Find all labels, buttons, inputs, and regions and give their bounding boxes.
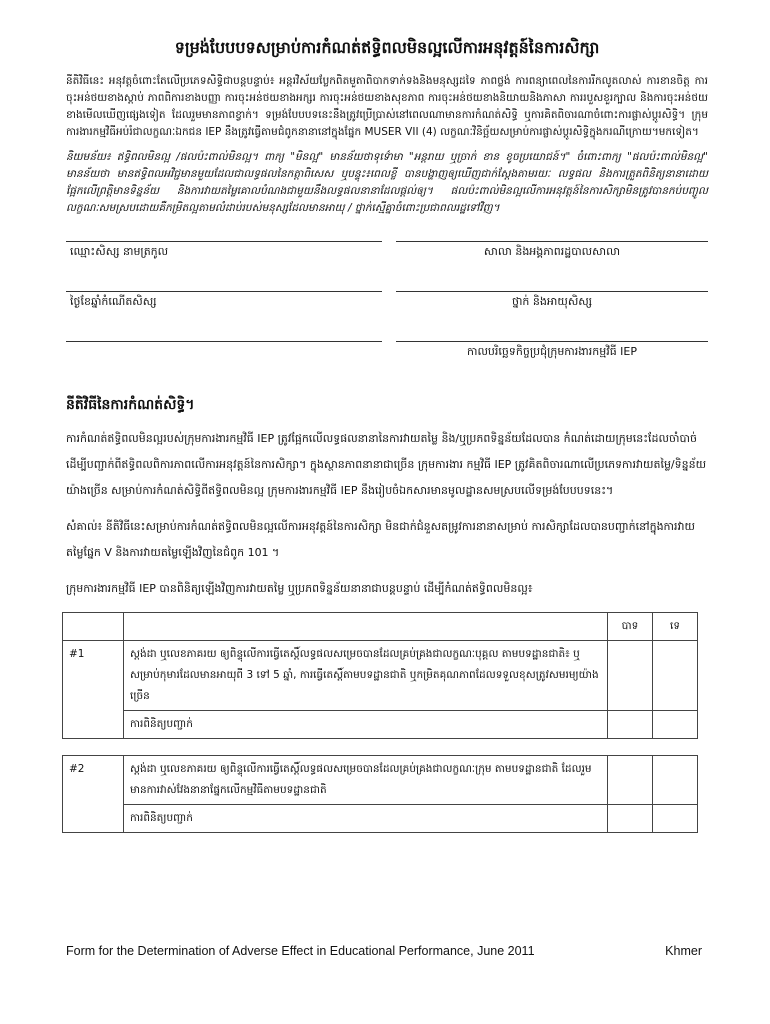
intro-paragraph: នីតិវិធីនេះ អនុវត្តចំពោះតែលើប្រភេទសិទ្ធិជាបន្តបន្ទាប់៖ អន្តរវិស័យប្លែកពិតមួតាពិបាកទាក់ទងនិងមនុស្សដទៃ ភាពថ្លង់ ការពន្យាពេលនៃការរីកលូតលាស់ ការខានចិត្ត ការចុះអន់ថយខាងស្តាប់ ភាពពិការខាងបញ្ញា ការចុះអន់ថយខាងអក្សរ ការចុះអន់ថយខាងសុខភាព ការចុះអន់ថយខាងនិយាយនិងភាសា ការរបួសខួរក្បាល និងការចុះអន់ថយខាងមើលឃើញផ្សេងទៀត ដែលរួមមានភាពខ្វាក់។ ទម្រង់បែបបទនេះនឹងត្រូវប្រើប្រាស់នៅពេលណាមានការកំណត់សិទ្ធិ ឬការគិតពិចារណាចំពោះការផ្លាស់ប្តូរសិទ្ធិ។ ក្រុមការងារកម្មវិធីអប់រំជាលក្ខណៈឯកជន IEP នឹងត្រូវធ្វើតាមជំពូកនានានៅក្នុងផ្នែក MUSER VII (4) លក្ខណៈវិនិច្ឆ័យសម្រាប់ការផ្លាស់ប្តូរសិទ្ធិក្នុងករណីក្រោយ។មកទៀត។ [66, 74, 708, 138]
section-title: នីតិវិធីនៃការកំណត់សិទ្ធិ។ [66, 396, 195, 413]
evaluation-table [62, 612, 698, 833]
school-district-field[interactable]: សាលា និងអង្គភាពរដ្ឋបាលសាលា [396, 241, 708, 261]
grade-age-field[interactable]: ថ្នាក់ និងអាយុសិស្ស [396, 291, 708, 311]
body-paragraph-1: ការកំណត់ឥទ្ធិពលមិនល្អរបស់ក្រុមការងារកម្មវិធី IEP ត្រូវផ្អែកលើលទ្ធផលនានានៃការវាយតម្លៃ និង/ឬប្រភពទិន្នន័យដែលបាន កំណត់ដោយក្រុមនេះដែលចាំបាច់ដើម្បីបញ្ជាក់ពីឥទ្ធិពលពិការភាពលើការអនុវត្តន៍នៃការសិក្សា។ ក្នុងស្ថានភាពនានាជាច្រើន ក្រុមការងារ កម្មវិធី IEP ត្រូវគិតពិចារណាលើប្រភេទការវាយតម្លៃ/ទិន្នន័យយ៉ាងច្រើន សម្រាប់ការកំណត់សិទ្ធិពីឥទ្ធិពលមិនល្អ ក្រុមការងារកម្មវិធី IEP នឹងរៀបចំឯកសារមានមូលដ្ឋានសមស្របលើទម្រង់បែបបទនេះ។ [66, 431, 707, 497]
no-checkbox-cell[interactable] [653, 755, 698, 804]
field-row-3 [66, 341, 708, 361]
field-row-1 [66, 241, 708, 261]
table-header-row [63, 612, 698, 640]
footer [66, 944, 702, 958]
page-title: ទម្រង់បែបបទសម្រាប់ការកំណត់ឥទ្ធិពលមិនល្អលើការអនុវត្តន៍នៃការសិក្សា [174, 38, 600, 57]
body-paragraph-3: ក្រុមការងារកម្មវិធី IEP បានពិនិត្យឡើងវិញការវាយតម្លៃ ឬប្រភពទិន្នន័យនានាជាបន្តបន្ទាប់ ដើម្បីកំណត់ឥទ្ធិពលមិនល្អ៖ [66, 581, 533, 595]
iep-meeting-date-field[interactable]: កាលបរិច្ឆេទកិច្ចប្រជុំក្រុមការងារកម្មវិធី IEP [396, 341, 708, 361]
row-text: ស្តង់ដា ឬលេខភាគរយ ឲ្យពិន្ទុលើការធ្វើតេស្តិ៍លទ្ធផលសម្រេចបានដែលគ្រប់គ្រងជាលក្ខណៈក្រុម តាមបទដ្ឋានជាតិ ដែលរួមមានការវាស់វែងនានាផ្នែកលើកម្មវិធីតាមបទដ្ឋានជាតិ [124, 755, 608, 804]
yes-checkbox-cell[interactable] [608, 755, 653, 804]
table-row [63, 640, 698, 710]
verify-text[interactable]: ការពិនិត្យបញ្ជាក់ [124, 804, 608, 832]
student-name-field[interactable]: ឈ្មោះសិស្ស នាមត្រកូល [66, 241, 382, 261]
field-row-2 [66, 291, 708, 311]
document-page [66, 38, 708, 833]
verify-text[interactable]: ការពិនិត្យបញ្ជាក់ [124, 710, 608, 738]
yes-checkbox-cell[interactable] [608, 640, 653, 710]
row-number: #1 [63, 640, 124, 738]
no-column-header: ទេ [653, 612, 698, 640]
no-checkbox-cell[interactable] [653, 640, 698, 710]
footer-title: Form for the Determination of Adverse Effect in Educational Performance, June 2011 [66, 944, 535, 958]
definitions-paragraph: និយមន័យ៖ ឥទ្ធិពលមិនល្អ /ផលប៉ះពាល់មិនល្អ។ ពាក្យ "មិនល្អ" មានន័យថាទុទ៌ោមា "អន្តរាយ ឬច្រាក់ ខាន ខូចប្រយោជន៍។" ចំពោះពាក្យ "ផលប៉ះពាល់មិនល្អ" មានន័យថា មានឥទ្ធិពលអវិជ្ជមានមួយដែលជាលទ្ធផលនៃកត្តាពិសេស ឬបន្ទុះ៖ពេលខ្លី បានបង្ហាញឲ្យឃើញជាក់ស្តែងតាមរយៈ លទ្ធផល និងការត្រួតពិនិត្យនានាដោយផ្អែកលើព្រត្តិមានទិន្នន័យ និងការវាយតម្លៃគោលបំណងជាមួយនឹងលទ្ធផលនានាដែលផ្ដល់ឲ្យ។ ផលប៉ះពាល់មិនល្អលើការអនុវត្តន៍នៃការសិក្សាមិនត្រូវបានកប់បញ្ចូលលក្ខណៈសមស្របដោយគឺកម្រិតល្អតាមលំដាប់របស់មនុស្សដែលមានអាយុ / ថ្នាក់ស្មើគ្នាចំពោះប្រជាពលរដ្ឋទៅវិញ។ [66, 150, 708, 214]
table-row [63, 804, 698, 832]
table-row [63, 755, 698, 804]
footer-language: Khmer [665, 944, 702, 958]
blank-field[interactable] [66, 341, 382, 361]
yes-column-header: បាទ [608, 612, 653, 640]
row-text: ស្តង់ដា ឬលេខភាគរយ ឲ្យពិន្ទុលើការធ្វើតេស្តិ៍លទ្ធផលសម្រេចបានដែលគ្រប់គ្រងជាលក្ខណៈបុគ្គល តាមបទដ្ឋានជាតិ៖ ឬសម្រាប់កុមារដែលមានអាយុពី 3 ទៅ 5 ឆ្នាំ, ការធ្វើតេស្តិ៍តាមបទដ្ឋានជាតិ ឬកម្រិតគុណភាពដែលទទួលខុសត្រូវសមរម្យយ៉ាងច្រើន [124, 640, 608, 710]
body-paragraph-2: សំគាល់៖ នីតិវិធីនេះសម្រាប់ការកំណត់ឥទ្ធិពលមិនល្អលើការអនុវត្តន៍នៃការសិក្សា មិនជាក់ជំនួសតម្រូវការនានាសម្រាប់ ការសិក្សាដែលបានបញ្ជាក់នៅក្នុងការវាយតម្លៃផ្នែក V និងការវាយតម្លៃឡើងវិញនៃជំពូក 101 ។ [66, 519, 695, 559]
row-number: #2 [63, 755, 124, 832]
birth-date-field[interactable]: ថ្ងៃខែឆ្នាំកំណើតសិស្ស [66, 291, 382, 311]
table-row [63, 710, 698, 738]
